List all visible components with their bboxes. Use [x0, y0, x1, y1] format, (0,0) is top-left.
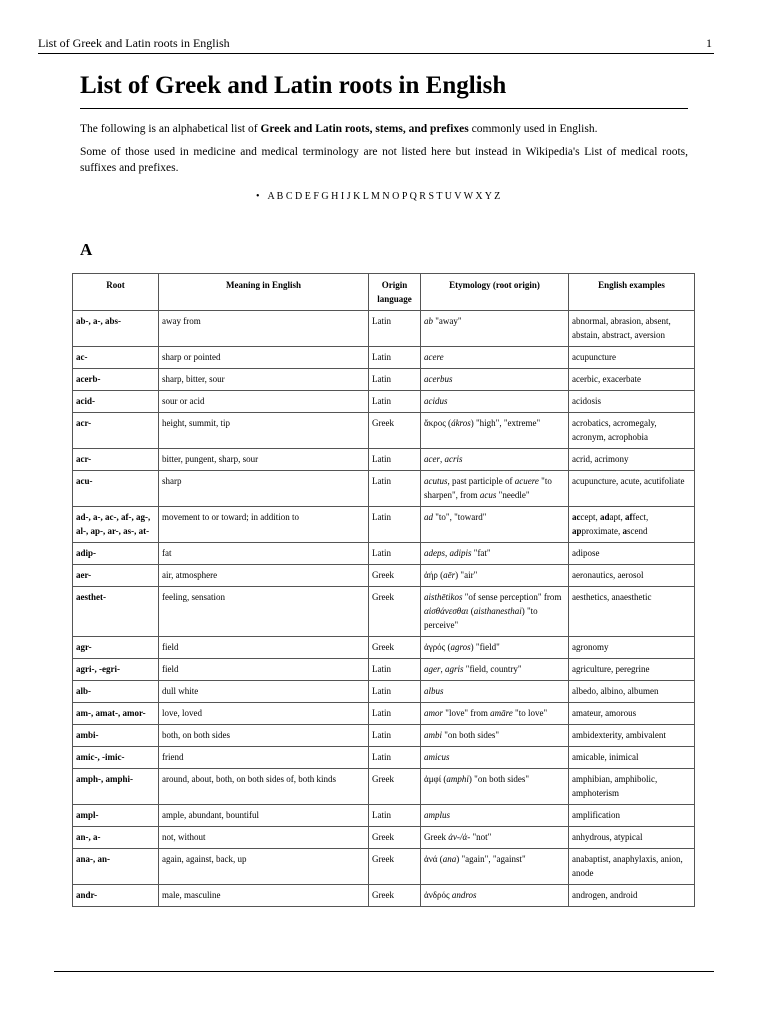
- italic-term: aisthanesthai: [473, 606, 522, 616]
- examples-cell: adipose: [569, 543, 695, 565]
- etymology-cell: [421, 703, 569, 725]
- bold-prefix: a: [622, 526, 628, 536]
- italic-term: acere: [424, 352, 444, 362]
- meaning-cell: dull white: [159, 681, 369, 703]
- text-run: ἀγρός (: [424, 642, 451, 652]
- meaning-cell: again, against, back, up: [159, 849, 369, 885]
- examples-cell: androgen, android: [569, 885, 695, 907]
- examples-cell: albedo, albino, albumen: [569, 681, 695, 703]
- origin-cell: Greek: [369, 885, 421, 907]
- text-run: , past participle of: [447, 476, 515, 486]
- text-run: ) "field": [470, 642, 500, 652]
- origin-cell: Latin: [369, 471, 421, 507]
- root-cell: amic-, -imic-: [73, 747, 159, 769]
- col-header-examples: English examples: [569, 274, 695, 311]
- meaning-cell: away from: [159, 311, 369, 347]
- examples-cell: acidosis: [569, 391, 695, 413]
- text-run: ἀήρ (: [424, 570, 444, 580]
- origin-cell: Latin: [369, 725, 421, 747]
- text-run: ἀνά (: [424, 854, 443, 864]
- page-number: 1: [706, 36, 712, 50]
- origin-cell: Greek: [369, 587, 421, 637]
- etymology-cell: [421, 849, 569, 885]
- italic-term: ákros: [451, 418, 471, 428]
- italic-term: αἰσθάνεσθαι: [424, 606, 469, 616]
- bold-prefix: ap: [572, 526, 582, 536]
- col-header-root: Root: [73, 274, 159, 311]
- text-run: "love" from: [443, 708, 491, 718]
- table-row: [73, 311, 695, 347]
- meaning-cell: height, summit, tip: [159, 413, 369, 449]
- running-header: [38, 36, 712, 54]
- origin-cell: Latin: [369, 805, 421, 827]
- meaning-cell: fat: [159, 543, 369, 565]
- etymology-cell: [421, 369, 569, 391]
- text-run: proximate,: [581, 526, 623, 536]
- medical-note-paragraph: Some of those used in medicine and medical terminology are not listed here but instead in Wikipedia's List of medical roots, suffixes and prefixes.: [80, 146, 688, 174]
- etymology-cell: [421, 413, 569, 449]
- table-row: [73, 369, 695, 391]
- meaning-cell: field: [159, 659, 369, 681]
- origin-cell: Greek: [369, 849, 421, 885]
- col-header-meaning: Meaning in English: [159, 274, 369, 311]
- italic-term: acidus: [424, 396, 448, 406]
- running-header-title: List of Greek and Latin roots in English: [38, 36, 230, 50]
- etymology-cell: [421, 543, 569, 565]
- italic-term: acutus: [424, 476, 448, 486]
- title-rule: [80, 108, 688, 109]
- table-row: [73, 507, 695, 543]
- root-cell: aesthet-: [73, 587, 159, 637]
- root-cell: aer-: [73, 565, 159, 587]
- text-run: "field, country": [463, 664, 522, 674]
- roots-table: [72, 273, 695, 907]
- table-row: [73, 747, 695, 769]
- origin-cell: Latin: [369, 703, 421, 725]
- origin-cell: Greek: [369, 827, 421, 849]
- root-cell: agri-, -egri-: [73, 659, 159, 681]
- etymology-cell: [421, 391, 569, 413]
- root-cell: agr-: [73, 637, 159, 659]
- table-row: [73, 471, 695, 507]
- alphabet-nav: [256, 191, 500, 202]
- table-row: [73, 565, 695, 587]
- text-run: ,: [440, 664, 445, 674]
- table-header-row: [73, 274, 695, 311]
- examples-cell: agriculture, peregrine: [569, 659, 695, 681]
- italic-term: aēr: [443, 570, 456, 580]
- origin-cell: Latin: [369, 391, 421, 413]
- meaning-cell: sharp, bitter, sour: [159, 369, 369, 391]
- examples-cell: acrobatics, acromegaly, acronym, acrophobia: [569, 413, 695, 449]
- examples-cell: [569, 507, 695, 543]
- italic-term: agros: [450, 642, 471, 652]
- table-row: [73, 391, 695, 413]
- italic-term: ἀν-/ἀ-: [448, 832, 471, 842]
- origin-cell: Greek: [369, 769, 421, 805]
- italic-term: acris: [444, 454, 463, 464]
- root-cell: ana-, an-: [73, 849, 159, 885]
- intro-text-start: The following is an alphabetical list of: [80, 123, 261, 135]
- origin-cell: Greek: [369, 565, 421, 587]
- examples-cell: anhydrous, atypical: [569, 827, 695, 849]
- etymology-cell: [421, 347, 569, 369]
- col-header-origin: Origin language: [369, 274, 421, 311]
- root-cell: alb-: [73, 681, 159, 703]
- origin-cell: Latin: [369, 747, 421, 769]
- text-run: scend: [627, 526, 648, 536]
- italic-term: aisthētikos: [424, 592, 463, 602]
- root-cell: acr-: [73, 449, 159, 471]
- origin-cell: Latin: [369, 507, 421, 543]
- text-run: "to love": [512, 708, 548, 718]
- origin-cell: Latin: [369, 659, 421, 681]
- italic-term: ana: [442, 854, 457, 864]
- alphabet-links[interactable]: A B C D E F G H I J K L M N O P Q R S T U V W X Y Z: [267, 191, 501, 202]
- table-row: [73, 659, 695, 681]
- root-cell: an-, a-: [73, 827, 159, 849]
- origin-cell: Latin: [369, 681, 421, 703]
- text-run: fect,: [632, 512, 649, 522]
- italic-term: acus: [479, 490, 497, 500]
- examples-cell: abnormal, abrasion, absent, abstain, abstract, aversion: [569, 311, 695, 347]
- table-row: [73, 587, 695, 637]
- bullet-icon: •: [256, 191, 260, 202]
- text-run: ) "again", "against": [456, 854, 526, 864]
- italic-term: ager: [424, 664, 441, 674]
- examples-cell: acupuncture, acute, acutifoliate: [569, 471, 695, 507]
- etymology-cell: [421, 805, 569, 827]
- origin-cell: Greek: [369, 413, 421, 449]
- examples-cell: amicable, inimical: [569, 747, 695, 769]
- table-row: [73, 885, 695, 907]
- table-row: [73, 849, 695, 885]
- origin-cell: Greek: [369, 637, 421, 659]
- etymology-cell: [421, 725, 569, 747]
- examples-cell: acrid, acrimony: [569, 449, 695, 471]
- text-run: (: [468, 606, 474, 616]
- etymology-cell: [421, 565, 569, 587]
- etymology-cell: [421, 637, 569, 659]
- text-run: "on both sides": [442, 730, 500, 740]
- root-cell: ac-: [73, 347, 159, 369]
- footer-rule: [54, 971, 714, 972]
- text-run: ) "to perceive": [424, 606, 538, 630]
- italic-term: amor: [424, 708, 444, 718]
- examples-cell: aesthetics, anaesthetic: [569, 587, 695, 637]
- etymology-cell: [421, 587, 569, 637]
- root-cell: andr-: [73, 885, 159, 907]
- italic-term: acer: [424, 454, 440, 464]
- text-run: apt,: [609, 512, 626, 522]
- table-row: [73, 681, 695, 703]
- meaning-cell: feeling, sensation: [159, 587, 369, 637]
- meaning-cell: sharp: [159, 471, 369, 507]
- root-cell: acu-: [73, 471, 159, 507]
- table-body: [73, 311, 695, 907]
- root-cell: amph-, amphi-: [73, 769, 159, 805]
- meaning-cell: around, about, both, on both sides of, both kinds: [159, 769, 369, 805]
- examples-cell: acerbic, exacerbate: [569, 369, 695, 391]
- examples-cell: ambidexterity, ambivalent: [569, 725, 695, 747]
- examples-cell: amphibian, amphibolic, amphoterism: [569, 769, 695, 805]
- italic-term: amicus: [424, 752, 450, 762]
- table-row: [73, 637, 695, 659]
- italic-term: agris: [445, 664, 464, 674]
- meaning-cell: male, masculine: [159, 885, 369, 907]
- root-cell: am-, amat-, amor-: [73, 703, 159, 725]
- etymology-cell: [421, 311, 569, 347]
- bold-prefix: af: [625, 512, 633, 522]
- origin-cell: Latin: [369, 543, 421, 565]
- col-header-etymology: Etymology (root origin): [421, 274, 569, 311]
- text-run: "away": [433, 316, 462, 326]
- meaning-cell: sharp or pointed: [159, 347, 369, 369]
- table-row: [73, 703, 695, 725]
- root-cell: acid-: [73, 391, 159, 413]
- table-row: [73, 543, 695, 565]
- text-run: cept,: [580, 512, 600, 522]
- header-rule: [38, 53, 714, 54]
- italic-term: ab: [424, 316, 433, 326]
- italic-term: amphi: [446, 774, 469, 784]
- text-run: "to sharpen", from: [424, 476, 552, 500]
- examples-cell: acupuncture: [569, 347, 695, 369]
- section-heading-a: A: [80, 240, 93, 259]
- text-run: "fat": [471, 548, 491, 558]
- table-row: [73, 725, 695, 747]
- root-cell: ambi-: [73, 725, 159, 747]
- text-run: ) "high", "extreme": [470, 418, 541, 428]
- text-run: ) "on both sides": [468, 774, 530, 784]
- intro-text-end: commonly used in English.: [468, 123, 598, 135]
- root-cell: ampl-: [73, 805, 159, 827]
- italic-term: acuere: [514, 476, 539, 486]
- meaning-cell: sour or acid: [159, 391, 369, 413]
- root-cell: adip-: [73, 543, 159, 565]
- italic-term: adipis: [449, 548, 472, 558]
- etymology-cell: [421, 769, 569, 805]
- italic-term: adeps: [424, 548, 445, 558]
- meaning-cell: friend: [159, 747, 369, 769]
- text-run: ,: [445, 548, 450, 558]
- table-row: [73, 769, 695, 805]
- text-run: ἀνδρός: [424, 890, 452, 900]
- italic-term: ad: [424, 512, 433, 522]
- table-row: [73, 413, 695, 449]
- examples-cell: aeronautics, aerosol: [569, 565, 695, 587]
- meaning-cell: ample, abundant, bountiful: [159, 805, 369, 827]
- table-row: [73, 449, 695, 471]
- text-run: ἀμφί (: [424, 774, 447, 784]
- meaning-cell: not, without: [159, 827, 369, 849]
- root-cell: acr-: [73, 413, 159, 449]
- etymology-cell: [421, 681, 569, 703]
- etymology-cell: [421, 659, 569, 681]
- meaning-cell: movement to or toward; in addition to: [159, 507, 369, 543]
- meaning-cell: love, loved: [159, 703, 369, 725]
- table-row: [73, 827, 695, 849]
- etymology-cell: [421, 507, 569, 543]
- examples-cell: amplification: [569, 805, 695, 827]
- etymology-cell: [421, 885, 569, 907]
- root-cell: ab-, a-, abs-: [73, 311, 159, 347]
- examples-cell: anabaptist, anaphylaxis, anion, anode: [569, 849, 695, 885]
- italic-term: albus: [424, 686, 444, 696]
- etymology-cell: [421, 827, 569, 849]
- text-run: "to", "toward": [433, 512, 487, 522]
- text-run: ) "air": [455, 570, 478, 580]
- etymology-cell: [421, 449, 569, 471]
- italic-term: andros: [451, 890, 477, 900]
- examples-cell: agronomy: [569, 637, 695, 659]
- table-row: [73, 805, 695, 827]
- table-row: [73, 347, 695, 369]
- meaning-cell: both, on both sides: [159, 725, 369, 747]
- intro-bold-text: Greek and Latin roots, stems, and prefixes: [260, 123, 469, 135]
- origin-cell: Latin: [369, 449, 421, 471]
- italic-term: acerbus: [424, 374, 453, 384]
- text-run: "of sense perception" from: [462, 592, 562, 602]
- origin-cell: Latin: [369, 347, 421, 369]
- text-run: ἄκρος (: [424, 418, 452, 428]
- text-run: ,: [440, 454, 445, 464]
- meaning-cell: air, atmosphere: [159, 565, 369, 587]
- etymology-cell: [421, 471, 569, 507]
- meaning-cell: field: [159, 637, 369, 659]
- examples-cell: amateur, amorous: [569, 703, 695, 725]
- page-title: List of Greek and Latin roots in English: [80, 72, 507, 99]
- bold-prefix: ad: [600, 512, 610, 522]
- text-run: "needle": [496, 490, 530, 500]
- etymology-cell: [421, 747, 569, 769]
- intro-paragraph: [80, 121, 688, 137]
- italic-term: amplus: [424, 810, 451, 820]
- root-cell: acerb-: [73, 369, 159, 391]
- text-run: "not": [470, 832, 492, 842]
- italic-term: ambi: [424, 730, 442, 740]
- meaning-cell: bitter, pungent, sharp, sour: [159, 449, 369, 471]
- italic-term: amāre: [490, 708, 513, 718]
- text-run: Greek: [424, 832, 449, 842]
- origin-cell: Latin: [369, 369, 421, 391]
- root-cell: ad-, a-, ac-, af-, ag-, al-, ap-, ar-, as-, at-: [73, 507, 159, 543]
- origin-cell: Latin: [369, 311, 421, 347]
- bold-prefix: ac: [572, 512, 581, 522]
